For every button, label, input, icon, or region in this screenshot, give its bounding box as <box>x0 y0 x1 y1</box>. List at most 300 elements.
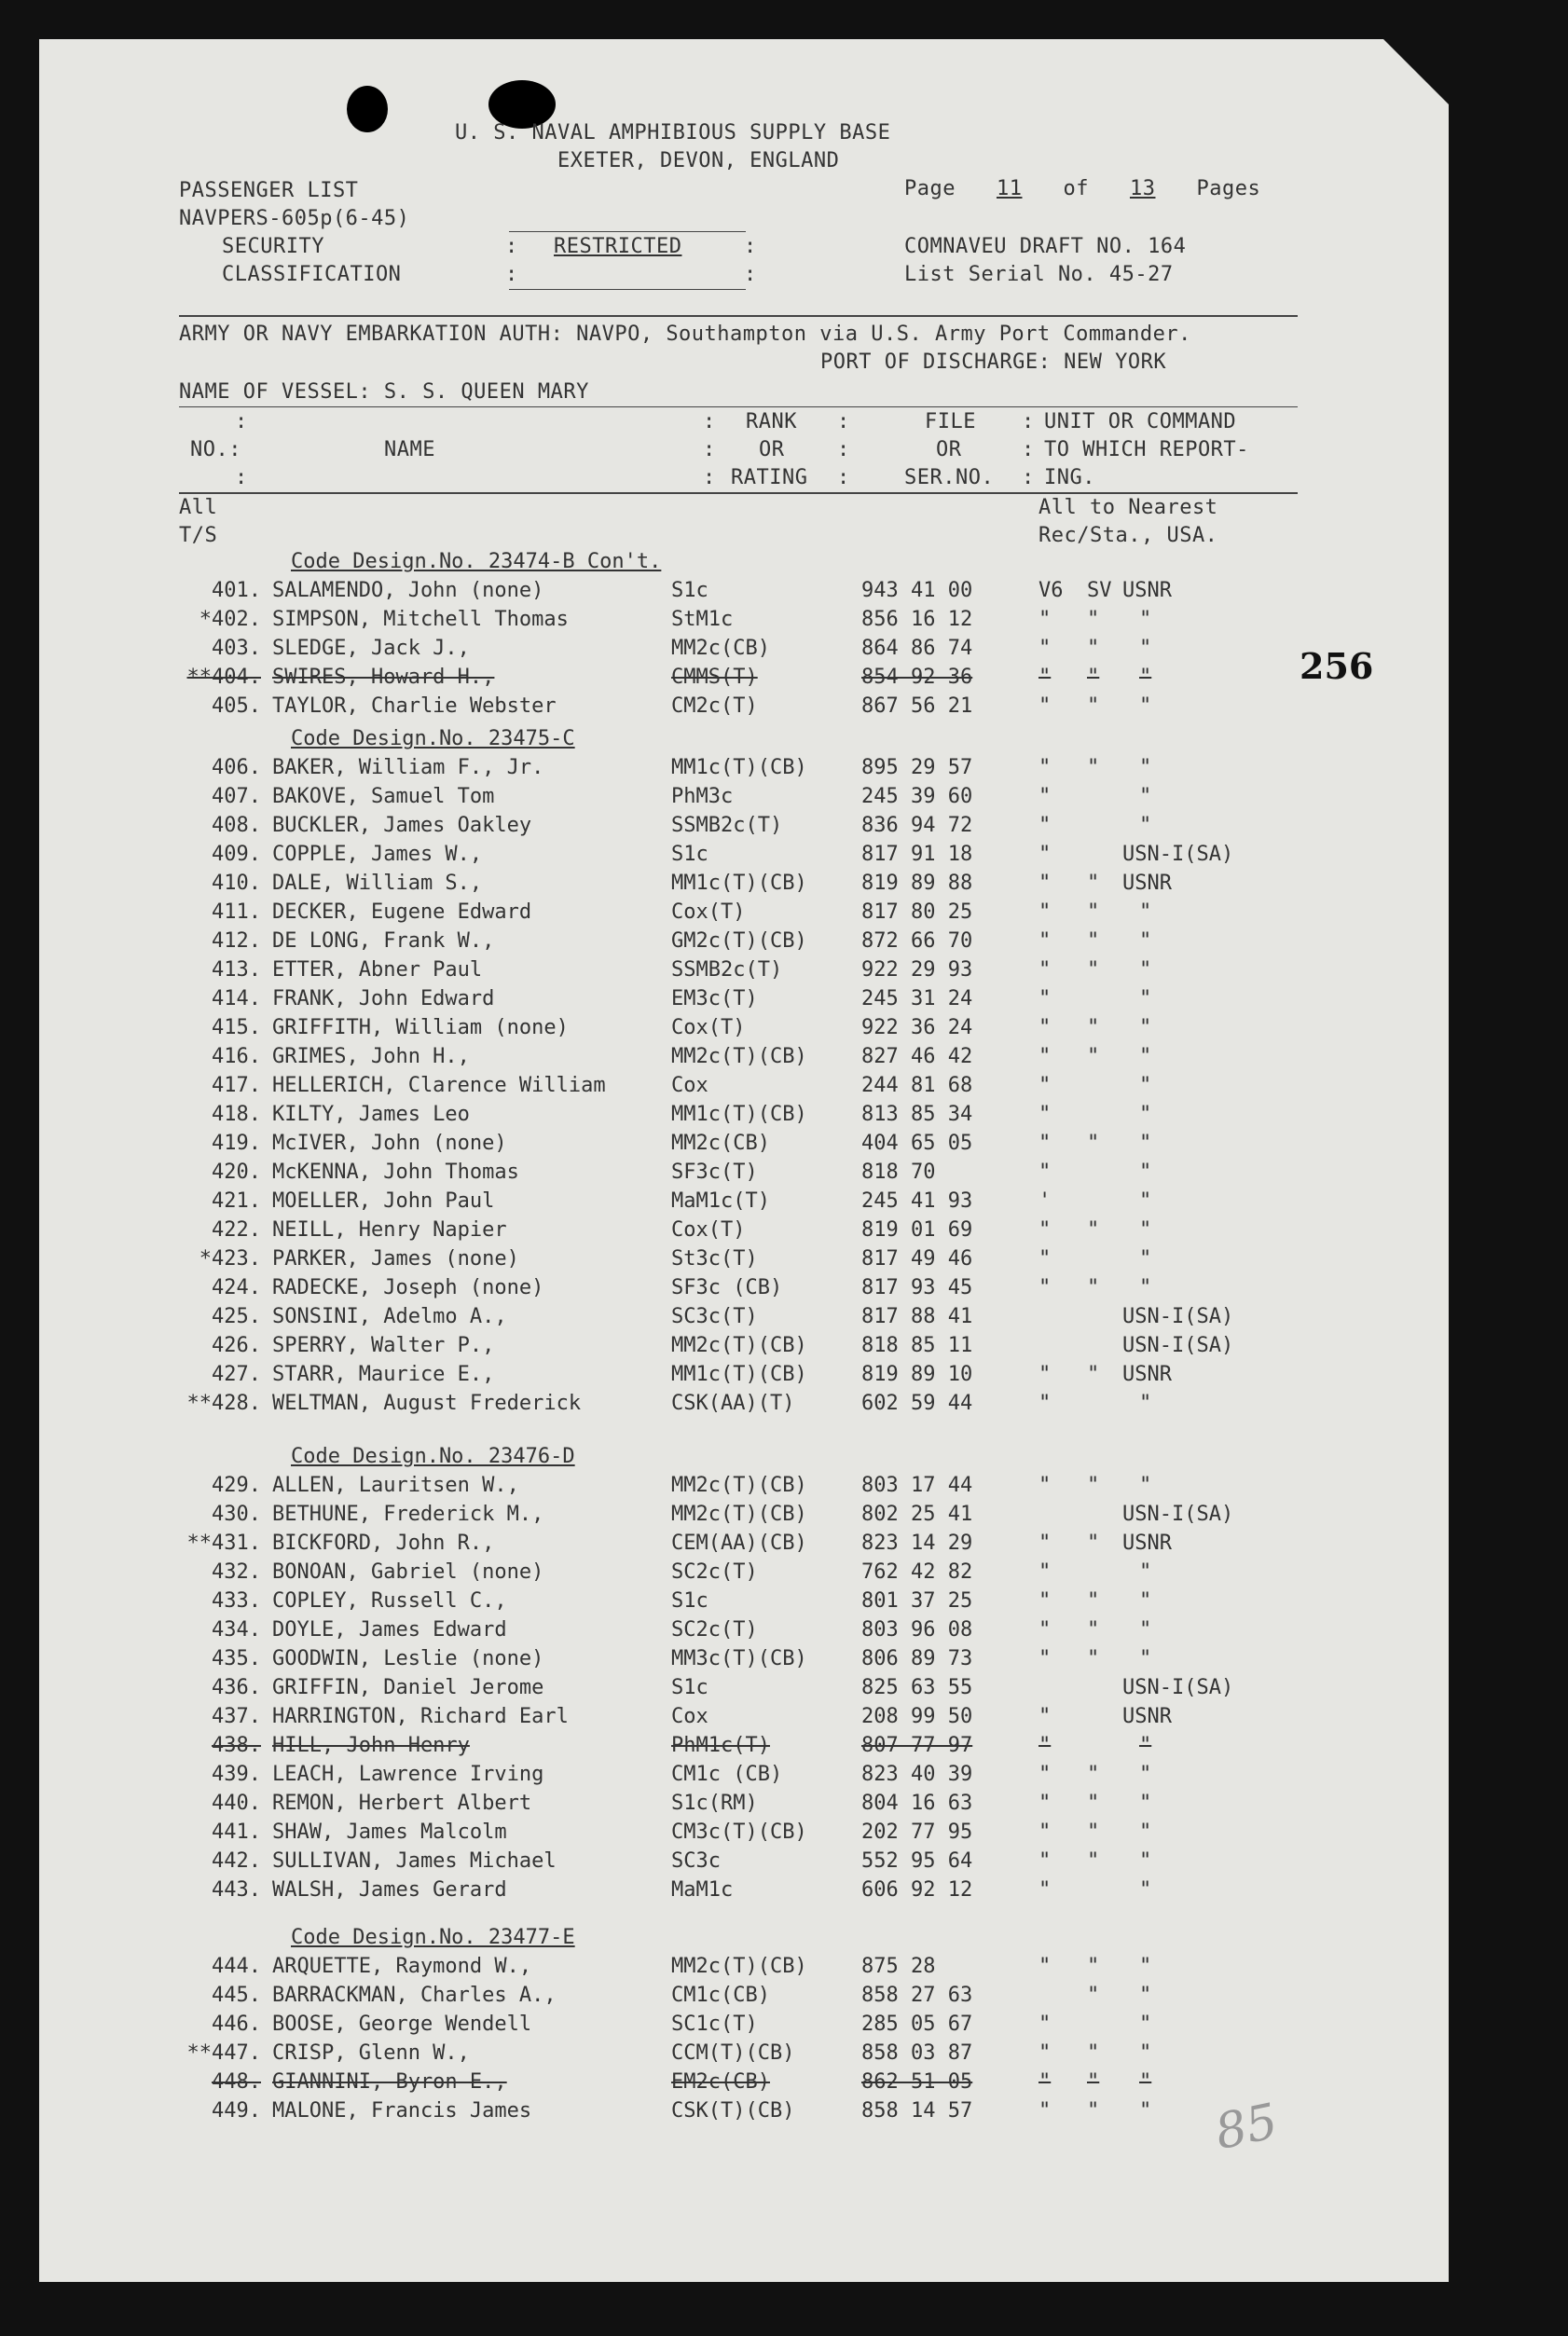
passenger-file-number: 245 39 60 <box>861 785 973 808</box>
passenger-rank: MaM1c(T) <box>671 1189 770 1213</box>
col-file-3: SER.NO. <box>904 466 995 489</box>
passenger-row <box>39 1532 1449 1560</box>
passenger-file-number: 823 40 39 <box>861 1763 973 1786</box>
passenger-row <box>39 2070 1449 2099</box>
passenger-name: McKENNA, John Thomas <box>272 1161 519 1184</box>
passenger-number: 443. <box>212 1878 261 1902</box>
unit-col-1: " <box>1038 814 1052 837</box>
passenger-file-number: 856 16 12 <box>861 608 973 631</box>
passenger-row <box>39 872 1449 900</box>
passenger-row <box>39 785 1449 814</box>
unit-col-3: " <box>1139 958 1152 982</box>
unit-col-3: " <box>1139 1821 1152 1844</box>
unit-col-1: " <box>1038 958 1052 982</box>
passenger-rank: S1c <box>671 843 708 866</box>
passenger-row <box>39 1849 1449 1878</box>
passenger-rank: EM2c(CB) <box>671 2070 770 2094</box>
unit-col-3: " <box>1139 1276 1152 1299</box>
unit-col-2: " <box>1087 1849 1100 1873</box>
passenger-file-number: 858 03 87 <box>861 2041 973 2065</box>
passenger-row <box>39 666 1449 694</box>
unit-col-3: USN-I(SA) <box>1122 1503 1234 1526</box>
passenger-rank: MM1c(T)(CB) <box>671 872 807 895</box>
unit-col-3: " <box>1139 1189 1152 1213</box>
passenger-number: 432. <box>212 1560 261 1584</box>
unit-col-3: " <box>1139 929 1152 953</box>
passenger-row <box>39 2099 1449 2128</box>
passenger-name: COPLEY, Russell C., <box>272 1589 507 1613</box>
passenger-name: MOELLER, John Paul <box>272 1189 495 1213</box>
unit-col-2: " <box>1087 929 1100 953</box>
passenger-name: BAKOVE, Samuel Tom <box>272 785 495 808</box>
passenger-rank: MM2c(T)(CB) <box>671 1334 807 1357</box>
passenger-name: FRANK, John Edward <box>272 987 495 1010</box>
passenger-number: *402. <box>199 608 261 631</box>
passenger-file-number: 922 36 24 <box>861 1016 973 1039</box>
passenger-row <box>39 1218 1449 1247</box>
unit-col-2: " <box>1087 1763 1100 1786</box>
passenger-rank: S1c <box>671 579 708 602</box>
unit-col-2: " <box>1087 666 1100 689</box>
unit-col-1: " <box>1038 1705 1052 1728</box>
passenger-name: RADECKE, Joseph (none) <box>272 1276 544 1299</box>
unit-col-1: " <box>1038 1849 1052 1873</box>
passenger-rank: Cox <box>671 1074 708 1097</box>
unit-col-1: " <box>1038 1474 1052 1497</box>
passenger-row <box>39 579 1449 608</box>
passenger-number: 436. <box>212 1676 261 1699</box>
passenger-row <box>39 1676 1449 1705</box>
unit-col-2: " <box>1087 637 1100 660</box>
passenger-name: SONSINI, Adelmo A., <box>272 1305 507 1328</box>
unit-col-3: " <box>1139 1763 1152 1786</box>
unit-col-3: " <box>1139 608 1152 631</box>
passenger-name: DOYLE, James Edward <box>272 1618 507 1642</box>
passenger-number: 410. <box>212 872 261 895</box>
passenger-row <box>39 1589 1449 1618</box>
passenger-rank: SF3c(T) <box>671 1161 758 1184</box>
unit-col-2: " <box>1087 2070 1100 2094</box>
passenger-name: BUCKLER, James Oakley <box>272 814 532 837</box>
unit-col-2: " <box>1087 958 1100 982</box>
passenger-file-number: 827 46 42 <box>861 1045 973 1068</box>
unit-col-1: " <box>1038 1161 1052 1184</box>
col-file-1: FILE <box>925 410 976 433</box>
passenger-file-number: 867 56 21 <box>861 694 973 718</box>
passenger-file-number: 819 01 69 <box>861 1218 973 1242</box>
passenger-name: NEILL, Henry Napier <box>272 1218 507 1242</box>
unit-col-3: " <box>1139 1734 1152 1757</box>
passenger-name: GRIMES, John H., <box>272 1045 470 1068</box>
passenger-number: 449. <box>212 2099 261 2123</box>
unit-col-2: " <box>1087 756 1100 779</box>
passenger-rank: CCM(T)(CB) <box>671 2041 795 2065</box>
passenger-file-number: 802 25 41 <box>861 1503 973 1526</box>
passenger-row <box>39 1334 1449 1363</box>
passenger-file-number: 202 77 95 <box>861 1821 973 1844</box>
passenger-name: HILL, John Henry <box>272 1734 470 1757</box>
passenger-rank: Cox(T) <box>671 1218 746 1242</box>
passenger-number: *423. <box>199 1247 261 1271</box>
unit-col-1: " <box>1038 2099 1052 2123</box>
unit-col-1: " <box>1038 1363 1052 1386</box>
passenger-row <box>39 637 1449 666</box>
passenger-row <box>39 1045 1449 1074</box>
passenger-rank: PhM3c <box>671 785 734 808</box>
unit-col-3: " <box>1139 1161 1152 1184</box>
unit-col-2: " <box>1087 694 1100 718</box>
passenger-row <box>39 756 1449 785</box>
unit-col-3: " <box>1139 1878 1152 1902</box>
security-classification-value: RESTRICTED <box>554 235 682 258</box>
unit-col-2: " <box>1087 1218 1100 1242</box>
passenger-name: SIMPSON, Mitchell Thomas <box>272 608 569 631</box>
passenger-name: SALAMENDO, John (none) <box>272 579 544 602</box>
unit-col-2: " <box>1087 1984 1100 2007</box>
port-of-discharge: PORT OF DISCHARGE: NEW YORK <box>820 350 1167 374</box>
passenger-number: 445. <box>212 1984 261 2007</box>
passenger-name: ARQUETTE, Raymond W., <box>272 1955 532 1978</box>
passenger-file-number: 606 92 12 <box>861 1878 973 1902</box>
unit-col-2: " <box>1087 1132 1100 1155</box>
passenger-name: HELLERICH, Clarence William <box>272 1074 606 1097</box>
passenger-name: COPPLE, James W., <box>272 843 483 866</box>
passenger-rank: Cox(T) <box>671 1016 746 1039</box>
passenger-number: 446. <box>212 2013 261 2036</box>
passenger-file-number: 825 63 55 <box>861 1676 973 1699</box>
passenger-number: 440. <box>212 1792 261 1815</box>
passenger-rank: MM1c(T)(CB) <box>671 1103 807 1126</box>
unit-col-3: " <box>1139 1849 1152 1873</box>
passenger-file-number: 818 85 11 <box>861 1334 973 1357</box>
passenger-name: BETHUNE, Frederick M., <box>272 1503 544 1526</box>
unit-col-3: USNR <box>1122 1705 1172 1728</box>
passenger-row <box>39 1305 1449 1334</box>
passenger-rank: MaM1c <box>671 1878 734 1902</box>
passenger-rank: EM3c(T) <box>671 987 758 1010</box>
base-location: EXETER, DEVON, ENGLAND <box>557 149 840 172</box>
passenger-rank: S1c <box>671 1589 708 1613</box>
unit-col-3: " <box>1139 637 1152 660</box>
passenger-row <box>39 1503 1449 1532</box>
passenger-row <box>39 1016 1449 1045</box>
list-serial: List Serial No. 45-27 <box>904 263 1174 286</box>
unit-col-1: " <box>1038 987 1052 1010</box>
passenger-file-number: 823 14 29 <box>861 1532 973 1555</box>
unit-col-3: " <box>1139 694 1152 718</box>
page-stamp-number: 256 <box>1300 645 1374 687</box>
unit-col-3: " <box>1139 1589 1152 1613</box>
unit-col-3: " <box>1139 1955 1152 1978</box>
unit-col-1: " <box>1038 1247 1052 1271</box>
page-indicator: Page 11 of 13 Pages <box>904 177 1261 200</box>
passenger-rank: CSK(AA)(T) <box>671 1392 795 1415</box>
passenger-rank: MM3c(T)(CB) <box>671 1647 807 1670</box>
unit-col-1: " <box>1038 1955 1052 1978</box>
passenger-row <box>39 2041 1449 2070</box>
passenger-rank: SSMB2c(T) <box>671 958 783 982</box>
passenger-name: GRIFFIN, Daniel Jerome <box>272 1676 544 1699</box>
unit-col-1: " <box>1038 1103 1052 1126</box>
passenger-number: 414. <box>212 987 261 1010</box>
passenger-name: SHAW, James Malcolm <box>272 1821 507 1844</box>
unit-col-2: " <box>1087 2099 1100 2123</box>
passenger-file-number: 807 77 97 <box>861 1734 973 1757</box>
unit-col-3: USNR <box>1122 579 1172 602</box>
passenger-row <box>39 1763 1449 1792</box>
passenger-name: DALE, William S., <box>272 872 483 895</box>
passenger-file-number: 803 96 08 <box>861 1618 973 1642</box>
passenger-row <box>39 929 1449 958</box>
unit-col-1: " <box>1038 1647 1052 1670</box>
passenger-row <box>39 987 1449 1016</box>
passenger-number: 420. <box>212 1161 261 1184</box>
passenger-name: PARKER, James (none) <box>272 1247 519 1271</box>
unit-col-3: USN-I(SA) <box>1122 1334 1234 1357</box>
passenger-rank: SC2c(T) <box>671 1618 758 1642</box>
passenger-row <box>39 2013 1449 2041</box>
passenger-name: HARRINGTON, Richard Earl <box>272 1705 569 1728</box>
passenger-number: 426. <box>212 1334 261 1357</box>
passenger-name: KILTY, James Leo <box>272 1103 470 1126</box>
passenger-row <box>39 1821 1449 1849</box>
unit-col-1: " <box>1038 785 1052 808</box>
passenger-number: 411. <box>212 900 261 924</box>
passenger-name: WELTMAN, August Frederick <box>272 1392 582 1415</box>
passenger-row <box>39 1618 1449 1647</box>
unit-col-3: " <box>1139 900 1152 924</box>
passenger-rank: CM1c (CB) <box>671 1763 783 1786</box>
passenger-rank: MM2c(CB) <box>671 637 770 660</box>
section-heading: Code Design.No. 23476-D <box>291 1445 575 1468</box>
passenger-number: 439. <box>212 1763 261 1786</box>
unit-col-1: " <box>1038 843 1052 866</box>
unit-col-3: " <box>1139 2099 1152 2123</box>
passenger-name: BAKER, William F., Jr. <box>272 756 544 779</box>
passenger-number: 421. <box>212 1189 261 1213</box>
passenger-file-number: 245 41 93 <box>861 1189 973 1213</box>
passenger-file-number: 817 93 45 <box>861 1276 973 1299</box>
passenger-number: 419. <box>212 1132 261 1155</box>
passenger-row <box>39 1363 1449 1392</box>
passenger-number: 429. <box>212 1474 261 1497</box>
passenger-file-number: 762 42 82 <box>861 1560 973 1584</box>
unit-col-1: " <box>1038 1016 1052 1039</box>
passenger-row <box>39 1705 1449 1734</box>
document-page: U. S. NAVAL AMPHIBIOUS SUPPLY BASE EXETER, DEVON, ENGLAND PASSENGER LIST NAVPERS-605p(6-45) SECURITY CLASSIFICATION : : : : RESTRICTED Page 11 of 13 Pages COMNAVEU DRAFT NO. 164 List Serial No. 45-27 ARMY OR NAVY EMBARKATION AUTH: NAVPO, Southampton via U.S. Army Port Commander. PORT OF DISCHARGE: NEW YORK NAME OF VESSEL: S. S. QUEEN MARY : NO.: : NAME : : : RANK OR RATING : : : FILE OR SER.NO. : : : UNIT OR COMMAND TO WHICH REPORT- ING. All T/S All to Nearest Rec/Sta., USA. 256 85 Code Design.No. 23474-B Con't. 401. SALAMENDO, John (none) S1c 943 41 00 V6 SV USNR *402. SIMPSON, Mitchell Thomas StM1c 856 16 12 " " " 403. SLEDGE, Jack J., MM2c(CB) 864 86 74 " " " **404. SWIRES, Howard H., CMMS(T) 854 92 36 " " " 405. TAYLOR, Charlie Webster CM2c(T) 867 56 21 " " " Code Design.No. 23475-C 406. BAKER, William F., Jr. MM1c(T)(CB) 895 29 57 " " " 407. BAKOVE, Samuel Tom PhM3c 245 39 60 " " 408. BUCKLER, James Oakley SSMB2c(T) 836 94 72 " " 409. COPPLE, James W., S1c 817 91 18 " USN-I(SA) 410. DALE, William S., MM1c(T)(CB) 819 89 88 " " USNR 411. DECKER, Eugene Edward Cox(T) 817 80 25 " " " 412. DE LONG, Frank W., GM2c(T)(CB) 872 66 70 " " " 413. ETTER, Abner Paul SSMB2c(T) 922 29 93 " " " 414. FRANK, John Edward EM3c(T) 245 31 24 " " 415. GRIFFITH, William (none) Cox(T) 922 36 24 " " " 416. GRIMES, John H., MM2c(T)(CB) 827 46 42 " " " 417. HELLERICH, Clarence William Cox 244 81 68 " " 418. KILTY, James Leo MM1c(T)(CB) 813 85 34 " " 419. McIVER, John (none) MM2c(CB) 404 65 05 " " " 420. McKENNA, John Thomas SF3c(T) 818 70 " " 421. MOELLER, John Paul MaM1c(T) 245 41 93 ' " 422. NEILL, Henry Napier Cox(T) 819 01 69 " " " *423. PARKER, James (none) St3c(T) 817 49 46 " " 424. RADECKE, Joseph (none) SF3c (CB) 817 93 45 " " " 425. SONSINI, Adelmo A., SC3c(T) 817 88 41 USN-I(SA) 426. SPERRY, Walter P., MM2c(T)(CB) 818 85 11 USN-I(SA) 427. STARR, Maurice E., MM1c(T)(CB) 819 89 10 " " USNR **428. WELTMAN, August Frederick CSK(AA)(T) 602 59 44 " " Code Design.No. 23476-D 429. ALLEN, Lauritsen W., MM2c(T)(CB) 803 17 44 " " " 430. BETHUNE, Frederick M., MM2c(T)(CB) 802 25 41 USN-I(SA) **431. BICKFORD, John R., CEM(AA)(CB) 823 14 29 " " USNR 432. BONOAN, Gabriel (none) SC2c(T) 762 42 82 " " 433. COPLEY, Russell C., S1c 801 37 25 " " " 434. DOYLE, James Edward SC2c(T) 803 96 08 " " " 435. GOODWIN, Leslie (none) MM3c(T)(CB) 806 89 73 " " " 436. GRIFFIN, Daniel Jerome S1c 825 63 55 USN-I(SA) 437. HARRINGTON, Richard Earl Cox 208 99 50 " USNR 438. HILL, John Henry PhM1c(T) 807 77 97 " " 439. LEACH, Lawrence Irving CM1c (CB) 823 40 39 " " " 440. REMON, Herbert Albert S1c(RM) 804 16 63 " " " 441. SHAW, James Malcolm CM3c(T)(CB) 202 77 95 " " " 442. SULLIVAN, James Michael SC3c 552 95 64 " " " 443. WALSH, James Gerard MaM1c 606 92 12 " " Code Design.No. 23477-E 444. ARQUETTE, Raymond W., MM2c(T)(CB) 875 28 " " " 445. BARRACKMAN, Charles A., CM1c(CB) 858 27 63 " " 446. BOOSE, George Wendell SC1c(T) 285 05 67 " " **447. CRISP, Glenn W., CCM(T)(CB) 858 03 87 " " " 448. GIANNINI, Byron E., EM2c(CB) 862 51 05 " " " 449. MALONE, Francis James CSK(T)(CB) 858 14 57 " " " <box>39 39 1449 2282</box>
passenger-number: 417. <box>212 1074 261 1097</box>
passenger-row <box>39 1474 1449 1503</box>
passenger-rank: S1c(RM) <box>671 1792 758 1815</box>
passenger-number: **447. <box>186 2041 261 2065</box>
passenger-row <box>39 1955 1449 1984</box>
col-unit-2: TO WHICH REPORT- <box>1044 438 1249 461</box>
unit-col-3: " <box>1139 756 1152 779</box>
draft-number: COMNAVEU DRAFT NO. 164 <box>904 235 1187 258</box>
passenger-number: 438. <box>212 1734 261 1757</box>
unit-col-3: " <box>1139 1218 1152 1242</box>
passenger-name: DE LONG, Frank W., <box>272 929 495 953</box>
passenger-number: 403. <box>212 637 261 660</box>
unit-col-1: " <box>1038 1132 1052 1155</box>
passenger-rank: SSMB2c(T) <box>671 814 783 837</box>
unit-col-2: " <box>1087 1618 1100 1642</box>
col-rank-1: RANK <box>746 410 797 433</box>
col-rank-2: OR <box>759 438 785 461</box>
unit-col-3: USNR <box>1122 872 1172 895</box>
unit-col-1: " <box>1038 694 1052 718</box>
passenger-rank: MM2c(T)(CB) <box>671 1955 807 1978</box>
unit-col-2: " <box>1087 1647 1100 1670</box>
passenger-rank: St3c(T) <box>671 1247 758 1271</box>
unit-col-2: " <box>1087 872 1100 895</box>
passenger-number: 427. <box>212 1363 261 1386</box>
classification-label: CLASSIFICATION <box>222 263 402 286</box>
passenger-rank: MM1c(T)(CB) <box>671 756 807 779</box>
passenger-row <box>39 1132 1449 1161</box>
passenger-file-number: 552 95 64 <box>861 1849 973 1873</box>
passenger-number: 413. <box>212 958 261 982</box>
passenger-row <box>39 694 1449 723</box>
passenger-name: McIVER, John (none) <box>272 1132 507 1155</box>
unit-col-2: " <box>1087 608 1100 631</box>
unit-col-3: " <box>1139 1647 1152 1670</box>
unit-col-3: " <box>1139 2013 1152 2036</box>
passenger-rank: SC3c <box>671 1849 721 1873</box>
passenger-file-number: 875 28 <box>861 1955 936 1978</box>
unit-col-2: " <box>1087 1955 1100 1978</box>
passenger-file-number: 801 37 25 <box>861 1589 973 1613</box>
passenger-rank: MM2c(T)(CB) <box>671 1474 807 1497</box>
passenger-file-number: 803 17 44 <box>861 1474 973 1497</box>
passenger-rank: Cox(T) <box>671 900 746 924</box>
unit-col-1: " <box>1038 1821 1052 1844</box>
unit-col-3: " <box>1139 1792 1152 1815</box>
unit-col-1: " <box>1038 1276 1052 1299</box>
unit-col-3: USNR <box>1122 1532 1172 1555</box>
unit-col-3: " <box>1139 1074 1152 1097</box>
passenger-name: SWIRES, Howard H., <box>272 666 495 689</box>
passenger-file-number: 854 92 36 <box>861 666 973 689</box>
passenger-number: 415. <box>212 1016 261 1039</box>
passenger-number: 442. <box>212 1849 261 1873</box>
passenger-file-number: 404 65 05 <box>861 1132 973 1155</box>
passenger-file-number: 602 59 44 <box>861 1392 973 1415</box>
base-name: U. S. NAVAL AMPHIBIOUS SUPPLY BASE <box>455 121 891 144</box>
passenger-number: 401. <box>212 579 261 602</box>
ink-blot <box>347 86 388 132</box>
unit-col-1: " <box>1038 756 1052 779</box>
passenger-number: 412. <box>212 929 261 953</box>
unit-col-3: " <box>1139 785 1152 808</box>
passenger-name: MALONE, Francis James <box>272 2099 532 2123</box>
unit-col-3: " <box>1139 1392 1152 1415</box>
col-file-2: OR <box>936 438 962 461</box>
col-unit-1: UNIT OR COMMAND <box>1044 410 1237 433</box>
unit-col-2: " <box>1087 1276 1100 1299</box>
passenger-file-number: 819 89 10 <box>861 1363 973 1386</box>
unit-col-1: " <box>1038 1218 1052 1242</box>
unit-col-3: USN-I(SA) <box>1122 843 1234 866</box>
unit-col-1: " <box>1038 1560 1052 1584</box>
passenger-row <box>39 900 1449 929</box>
unit-col-1: " <box>1038 666 1052 689</box>
passenger-row <box>39 1878 1449 1907</box>
passenger-file-number: 922 29 93 <box>861 958 973 982</box>
unit-col-1: " <box>1038 1792 1052 1815</box>
passenger-file-number: 804 16 63 <box>861 1792 973 1815</box>
passenger-name: ALLEN, Lauritsen W., <box>272 1474 519 1497</box>
unit-col-1: ' <box>1038 1189 1052 1213</box>
passenger-file-number: 817 80 25 <box>861 900 973 924</box>
passenger-rank: CMMS(T) <box>671 666 758 689</box>
vessel-name: NAME OF VESSEL: S. S. QUEEN MARY <box>179 380 589 404</box>
passenger-file-number: 872 66 70 <box>861 929 973 953</box>
unit-col-1: " <box>1038 2013 1052 2036</box>
passenger-number: 424. <box>212 1276 261 1299</box>
passenger-name: STARR, Maurice E., <box>272 1363 495 1386</box>
passenger-file-number: 895 29 57 <box>861 756 973 779</box>
passenger-rank: GM2c(T)(CB) <box>671 929 807 953</box>
col-name: NAME <box>384 438 435 461</box>
passenger-rank: PhM1c(T) <box>671 1734 770 1757</box>
passenger-number: 407. <box>212 785 261 808</box>
passenger-file-number: 813 85 34 <box>861 1103 973 1126</box>
passenger-row <box>39 1984 1449 2013</box>
unit-col-3: " <box>1139 1984 1152 2007</box>
passenger-name: WALSH, James Gerard <box>272 1878 507 1902</box>
passenger-number: 448. <box>212 2070 261 2094</box>
passenger-number: 430. <box>212 1503 261 1526</box>
unit-col-3: " <box>1139 814 1152 837</box>
passenger-file-number: 806 89 73 <box>861 1647 973 1670</box>
passenger-list-label: PASSENGER LIST <box>179 179 359 202</box>
passenger-row <box>39 1103 1449 1132</box>
passenger-number: **431. <box>186 1532 261 1555</box>
unit-col-2: " <box>1087 1792 1100 1815</box>
unit-col-3: " <box>1139 1103 1152 1126</box>
unit-col-3: " <box>1139 1474 1152 1497</box>
passenger-name: BARRACKMAN, Charles A., <box>272 1984 557 2007</box>
passenger-rank: SF3c (CB) <box>671 1276 783 1299</box>
unit-col-1: " <box>1038 1532 1052 1555</box>
passenger-file-number: 818 70 <box>861 1161 936 1184</box>
unit-col-2: " <box>1087 1363 1100 1386</box>
passenger-row <box>39 1734 1449 1763</box>
passenger-number: 408. <box>212 814 261 837</box>
unit-col-3: " <box>1139 1045 1152 1068</box>
passenger-number: **428. <box>186 1392 261 1415</box>
passenger-rank: CSK(T)(CB) <box>671 2099 795 2123</box>
passenger-row <box>39 843 1449 872</box>
unit-col-1: " <box>1038 1392 1052 1415</box>
passenger-name: SPERRY, Walter P., <box>272 1334 495 1357</box>
nearest-station-1: All to Nearest <box>1038 496 1218 519</box>
unit-col-3: " <box>1139 666 1152 689</box>
passenger-rank: CM2c(T) <box>671 694 758 718</box>
passenger-number: 422. <box>212 1218 261 1242</box>
passenger-file-number: 862 51 05 <box>861 2070 973 2094</box>
passenger-row <box>39 1161 1449 1189</box>
unit-col-1: V6 <box>1038 579 1064 602</box>
passenger-file-number: 245 31 24 <box>861 987 973 1010</box>
passenger-file-number: 817 91 18 <box>861 843 973 866</box>
passenger-number: 444. <box>212 1955 261 1978</box>
passenger-row <box>39 1647 1449 1676</box>
passenger-number: 425. <box>212 1305 261 1328</box>
passenger-row <box>39 1392 1449 1421</box>
unit-col-3: " <box>1139 1247 1152 1271</box>
